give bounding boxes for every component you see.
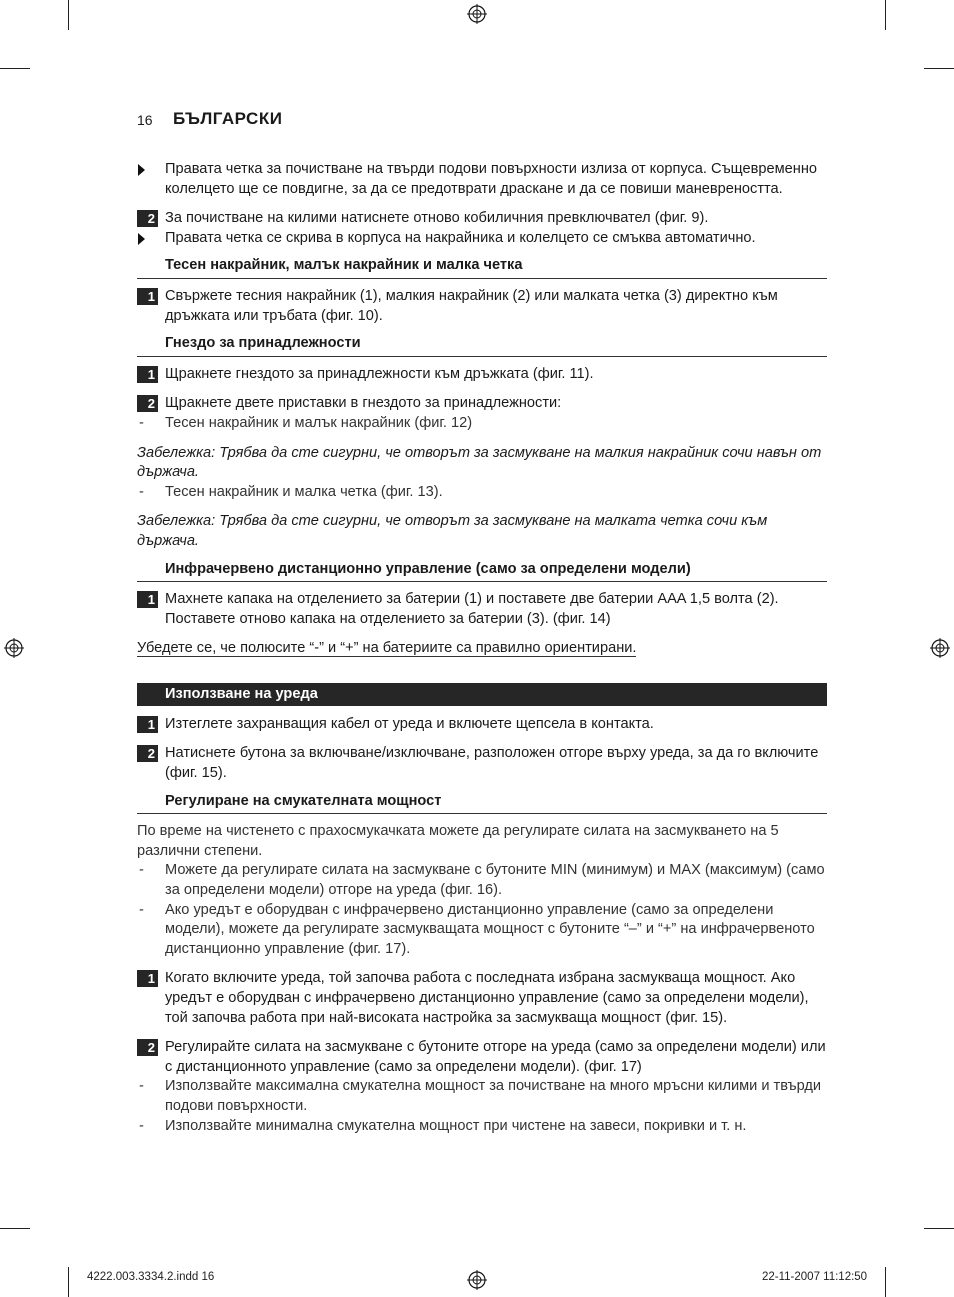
footer-datetime: 22-11-2007 11:12:50: [762, 1271, 868, 1283]
step-item: [137, 744, 827, 783]
dash-text: Ако уредът е оборудван с инфрачервено дистанционно управление (само за определени модели), можете да регулирате засмукващата мощност с бутоните “–” и “+” на инфрачервеното дистанционно управление (фиг. 17).: [165, 901, 815, 957]
step-item: [137, 590, 827, 629]
dash-list-item: [137, 414, 827, 434]
dash-marker: -: [139, 1078, 144, 1095]
registration-mark-icon: [930, 638, 950, 658]
spacer: [137, 959, 827, 969]
step-number-badge: 2: [137, 1039, 158, 1056]
step-number-badge: 2: [137, 395, 158, 412]
registration-mark-icon: [467, 1270, 487, 1290]
spacer: [137, 384, 827, 394]
step-item: [137, 209, 827, 229]
step-item: [137, 365, 827, 385]
spacer: [137, 734, 827, 744]
spacer: [137, 326, 827, 334]
dash-text: Можете да регулирате силата на засмукване с бутоните MIN (минимум) и MAX (максимум) (само за определени модели) отгоре на уреда (фиг. 16).: [165, 862, 825, 899]
step-item: [137, 715, 827, 735]
step-text: Когато включите уреда, той започва работа с последната избрана засмукваща мощност. Ако уредът е оборудван с инфрачервено дистанционно управление (само за определени модели), той започва работа при най-високата настройка за засмукваща мощност (фиг. 15).: [165, 970, 809, 1026]
step-text: Махнете капака на отделението за батерии (1) и поставете две батерии AAA 1,5 волта (2). Поставете отново капака на отделението за батерии (3). (фиг. 14): [165, 591, 779, 627]
dash-text: Тесен накрайник и малка четка (фиг. 13).: [165, 483, 443, 500]
spacer: [137, 706, 827, 715]
step-text: Изтеглете захранващия кабел от уреда и включете щепсела в контакта.: [165, 715, 654, 732]
dash-list-item: [137, 1077, 827, 1116]
dash-text: Използвайте максимална смукателна мощност за почистване на много мръсни килими и твърди подови повърхности.: [165, 1078, 822, 1114]
crop-mark: [68, 0, 69, 30]
step-item: [137, 1038, 827, 1077]
dash-marker: -: [139, 483, 144, 500]
crop-mark: [0, 68, 30, 69]
warning-line: [137, 639, 827, 659]
crop-mark: [68, 1267, 69, 1297]
spacer: [137, 784, 827, 792]
dash-marker: -: [139, 862, 144, 879]
step-number-badge: 2: [137, 210, 158, 227]
dash-text: Използвайте минимална смукателна мощност при чистене на завеси, покривки и т. н.: [165, 1117, 747, 1134]
result-item: [137, 160, 827, 199]
dash-marker: -: [139, 901, 144, 918]
note-text: Забележка: Трябва да сте сигурни, че отворът за засмукване на малкия накрайник сочи навън от държача.: [137, 444, 822, 481]
step-number-badge: 1: [137, 366, 158, 383]
dash-marker: -: [139, 414, 144, 431]
dash-list-item: [137, 901, 827, 960]
dash-list-item: [137, 483, 827, 503]
language-title: БЪЛГАРСКИ: [173, 109, 283, 128]
registration-mark-icon: [467, 4, 487, 24]
step-text: Щракнете гнездото за принадлежности към дръжката (фиг. 11).: [165, 365, 594, 382]
step-number-badge: 1: [137, 288, 158, 305]
spacer: [137, 659, 827, 683]
crop-mark: [0, 1228, 30, 1229]
subsection-heading: Тесен накрайник, малък накрайник и малка четка: [137, 256, 827, 279]
result-item: [137, 229, 827, 249]
spacer: [137, 502, 827, 512]
footer-file: 4222.003.3334.2.indd 16: [87, 1271, 215, 1283]
spacer: [137, 1028, 827, 1038]
page-number: 16: [137, 112, 153, 128]
spacer: [137, 814, 827, 822]
step-text: За почистване на килими натиснете отново кобиличния превключвател (фиг. 9).: [165, 210, 709, 227]
dash-text: Тесен накрайник и малък накрайник (фиг. 12): [165, 414, 473, 431]
step-number-badge: 1: [137, 591, 158, 608]
manual-content: [137, 160, 827, 1136]
step-item: [137, 287, 827, 326]
step-text: Натиснете бутона за включване/изключване, разположен отгоре върху уреда, за да го включите (фиг. 15).: [165, 745, 819, 782]
subsection-heading: Инфрачервено дистанционно управление (само за определени модели): [137, 560, 827, 583]
step-item: [137, 394, 827, 414]
step-number-badge: 1: [137, 716, 158, 733]
spacer: [137, 434, 827, 444]
step-item: [137, 969, 827, 1028]
dash-list-item: [137, 861, 827, 900]
step-text: Регулирайте силата на засмукване с бутоните отгоре на уреда (само за определени модели) или с дистанционното управление (само за определени модели). (фиг. 17): [165, 1039, 826, 1075]
spacer: [137, 357, 827, 365]
crop-mark: [924, 1228, 954, 1229]
spacer: [137, 279, 827, 287]
crop-mark: [924, 68, 954, 69]
spacer: [137, 629, 827, 639]
triangle-bullet-icon: [138, 233, 145, 245]
result-text: Правата четка за почистване на твърди подови повърхности излиза от корпуса. Същевременно колелцето ще се повдигне, за да се предотврати драскане и да се повиши маневреността.: [165, 161, 818, 197]
subsection-heading: Гнездо за принадлежности: [137, 334, 827, 357]
triangle-bullet-icon: [138, 164, 145, 176]
spacer: [137, 552, 827, 560]
subsection-heading: Регулиране на смукателната мощност: [137, 792, 827, 815]
section-heading-bar: Използване на уреда: [137, 683, 827, 706]
step-number-badge: 1: [137, 970, 158, 987]
dash-marker: -: [139, 1117, 144, 1134]
spacer: [137, 248, 827, 256]
spacer: [137, 199, 827, 209]
step-text: Свържете тесния накрайник (1), малкия накрайник (2) или малката четка (3) директно към дръжката или тръбата (фиг. 10).: [165, 287, 778, 324]
crop-mark: [885, 0, 886, 30]
registration-mark-icon: [4, 638, 24, 658]
step-number-badge: 2: [137, 745, 158, 762]
paragraph: По време на чистенето с прахосмукачката можете да регулирате силата на засмукването на 5 различни степени.: [137, 823, 779, 859]
spacer: [137, 582, 827, 590]
dash-list-item: [137, 1117, 827, 1137]
note-text: Забележка: Трябва да сте сигурни, че отворът за засмукване на малката четка сочи към държача.: [137, 513, 768, 549]
result-text: Правата четка се скрива в корпуса на накрайника и колелцето се смъква автоматично.: [165, 229, 756, 246]
crop-mark: [885, 1267, 886, 1297]
underlined-text: Убедете се, че полюсите “-” и “+” на батериите са правилно ориентирани.: [137, 640, 637, 657]
step-text: Щракнете двете приставки в гнездото за принадлежности:: [165, 395, 562, 412]
